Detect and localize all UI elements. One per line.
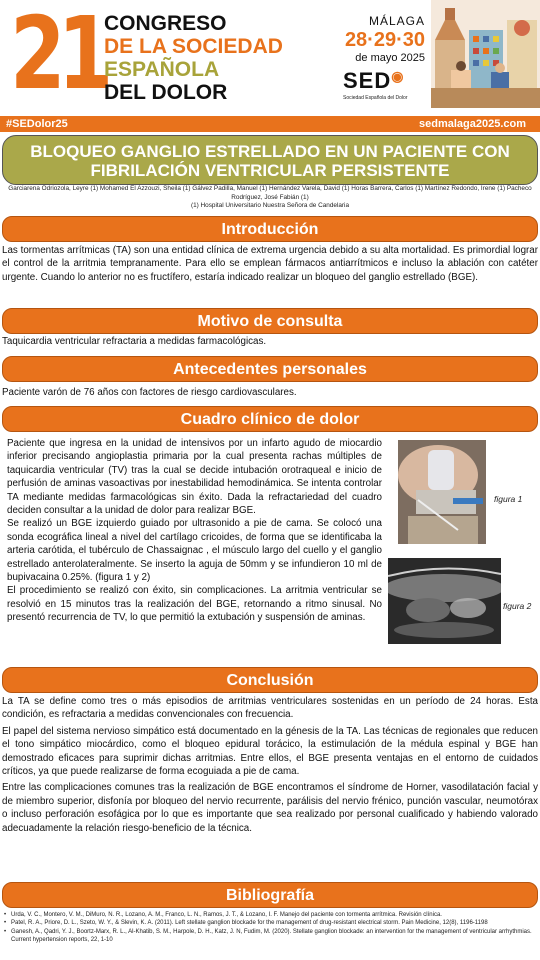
- cuadro-paragraph-1: Paciente que ingresa en la unidad de intensivos por un infarto agudo de miocardio inferior precisando angioplastia primaria por la cual presenta rachas múltiples de taquicardia ventricular (TV) tras la cual se decide intubación orotraqueal e inicio de perfusión de aminas vasoactivas por inestabilidad hemodinámica. Se intenta controlar TA mediante medidas farmacológicas sin éxito. Dada la refractariedad del cuadro deciden consultar a la unidad de dolor para realizar BGE.: [7, 438, 382, 517]
- section-heading-introduccion: Introducción: [2, 216, 538, 242]
- bibliography-item: • Urda, V. C., Montero, V. M., DiMuro, N. R., Lozano, A. M., Franco, L. N., Ramos, J. T., & Lozano, I. F. Manejo del paciente con tormenta arrítmica. Revisión clínica.: [4, 911, 536, 919]
- section-heading-conclusion: Conclusión: [2, 667, 538, 693]
- conclusion-paragraph-3: Entre las complicaciones comunes tras la realización de BGE encontramos el síndrome de Horner, vasodilatación facial y de miembro superior, disfonía por bloqueo del nervio recurrente, parálisis del nervio frénico, punción vascular, neumotórax o incluso perforación esofágica por lo que es importante que sea realizado por personal cualificado y habiendo valorado adecuadamente la relación riesgo-beneficio de la técnica.: [2, 782, 538, 834]
- sed-logo-mark-icon: ◉: [391, 68, 405, 84]
- figure-2-image: [388, 558, 501, 644]
- figure-1-caption: figura 1: [494, 494, 523, 504]
- event-city: MÁLAGA: [368, 14, 425, 28]
- sed-logo-subtitle: Sociedad Española del Dolor: [343, 95, 408, 101]
- antecedentes-text: Paciente varón de 76 años con factores de riesgo cardiovasculares.: [2, 387, 297, 398]
- poster-title: [2, 135, 538, 185]
- bibliography-item: • Ganesh, A., Qadri, Y. J., Boortz-Marx, R. L., Al-Khatib, S. M., Harpole, D. H., Katz, J. N, Fudim, M. (2020). Stellate ganglion blockade: an intervention for the management of ventricular arrhythmias. Current hypertension reports, 22, 1-10: [4, 928, 536, 945]
- section-heading-motivo: Motivo de consulta: [2, 308, 538, 334]
- section-body-conclusion: [2, 695, 538, 835]
- section-body-motivo: [2, 335, 538, 348]
- bibliography-list: [4, 911, 536, 945]
- authors-block: [2, 185, 538, 211]
- ultrasound-scan-icon: [388, 558, 501, 644]
- cuadro-paragraph-2: Se realizó un BGE izquierdo guiado por ultrasonido a pie de cama. Se colocó una sonda ecográfica lineal a nivel del cartílago cricoides, de forma que se identificaba la arteria carótida, el tubérculo de Chassaignac , el músculo largo del cuello y el ganglio estrellado anterolateralmente. Se inserto la aguja de 50mm y se infundieron 10 ml de bupivacaina 0.25%. (figura 1 y 2): [7, 518, 382, 584]
- affiliation: (1) Hospital Universitario Nuestra Señora de Candelaria: [190, 202, 350, 209]
- conclusion-paragraph-1: La TA se define como tres o más episodios de arritmias ventriculares sostenidas en un período de 24 horas. Esta condición, es refractaria a medidas convencionales con frecuencia.: [2, 696, 538, 721]
- section-body-antecedentes: [2, 386, 538, 399]
- congress-line-1: CONGRESO: [104, 12, 227, 35]
- congress-line-3: ESPAÑOLA: [104, 58, 220, 81]
- event-month: de mayo 2025: [355, 52, 425, 64]
- figure-1-image: [398, 440, 486, 544]
- poster-header: [0, 0, 540, 116]
- section-heading-antecedentes: Antecedentes personales: [2, 356, 538, 382]
- cuadro-paragraph-3: El procedimiento se realizó con éxito, sin complicaciones. La arritmia ventricular se resolvió en 15 minutos tras la realización del BGE, retornando a ritmo sinusal. No presentó recurrencia de TV, lo que permitió la extubación y suspensión de aminas.: [7, 585, 382, 624]
- sed-logo-text: SED: [343, 68, 392, 93]
- motivo-text: Taquicardia ventricular refractaria a medidas farmacológicas.: [2, 336, 267, 347]
- malaga-illustration: [431, 0, 540, 108]
- hashtag-bar: [0, 116, 540, 132]
- ultrasound-probe-photo-icon: [398, 440, 486, 544]
- conclusion-paragraph-2: El papel del sistema nervioso simpático está documentado en la génesis de la TA. Las técnicas de regionales que reducen el tono simpático miocárdico, como el bloqueo epidural torácico, la estimulación de la médula espinal y BGE han demostrado eficaces para suprimir dichas arritmias. Entre ellos, el BGE presenta ventajas en el entorno de cuidados críticos, ya que puede realizarse de forma ecoguiada a pie de cama.: [2, 725, 538, 778]
- bibliography-item: • Patel, R. A., Priore, D. L., Szeto, W. Y., & Slevin, K. A. (2011). Left stellate ganglion blockade for the management of drug-resistant electrical storm. Pain Medicine, 12(8), 1196-1198: [4, 919, 536, 927]
- congress-line-2: DE LA SOCIEDAD: [104, 35, 283, 58]
- section-heading-cuadro: Cuadro clínico de dolor: [2, 406, 538, 432]
- website-link[interactable]: sedmalaga2025.com: [418, 118, 526, 130]
- event-location-date: [330, 14, 425, 64]
- congress-name: [104, 12, 283, 104]
- section-body-introduccion: [2, 244, 538, 284]
- introduccion-text: Las tormentas arrítmicas (TA) son una entidad clínica de extrema urgencia debido a su alta mortalidad. Es primordial lograr el control de la arritmia tempranamente. Para ello se emplean fármacos antiarrítmicos e incluso la ablación con catéter urgente. Cuando lo anterior no es fructífero, estaría indicado realizar un bloqueo del ganglio estrellado (BGE).: [2, 245, 538, 283]
- authors: Garciarena Odriozola, Leyre (1) Mohamed El Azzouzi, Sheila (1) Gálvez Padilla, Manuel (1) Hernández Varela, David (1) Horas Barrera, Carlos (1) Martínez Redondo, Irene (1) Pacheco Rodríguez, José Fabián (1): [8, 185, 532, 201]
- section-heading-bibliografia: Bibliografía: [2, 882, 538, 908]
- section-body-cuadro: [7, 437, 382, 625]
- title-line-1: BLOQUEO GANGLIO ESTRELLADO EN UN PACIENTE CON: [30, 142, 510, 161]
- congress-line-4: DEL DOLOR: [104, 81, 228, 104]
- title-line-2: FIBRILACIÓN VENTRICULAR PERSISTENTE: [90, 161, 450, 180]
- city-illustration-icon: [431, 0, 540, 108]
- sed-logo: [343, 68, 429, 101]
- congress-number: 21: [10, 0, 106, 112]
- figure-2-caption: figura 2: [503, 601, 532, 611]
- event-dates: 28·29·30: [344, 29, 425, 51]
- hashtag: #SEDolor25: [6, 118, 68, 130]
